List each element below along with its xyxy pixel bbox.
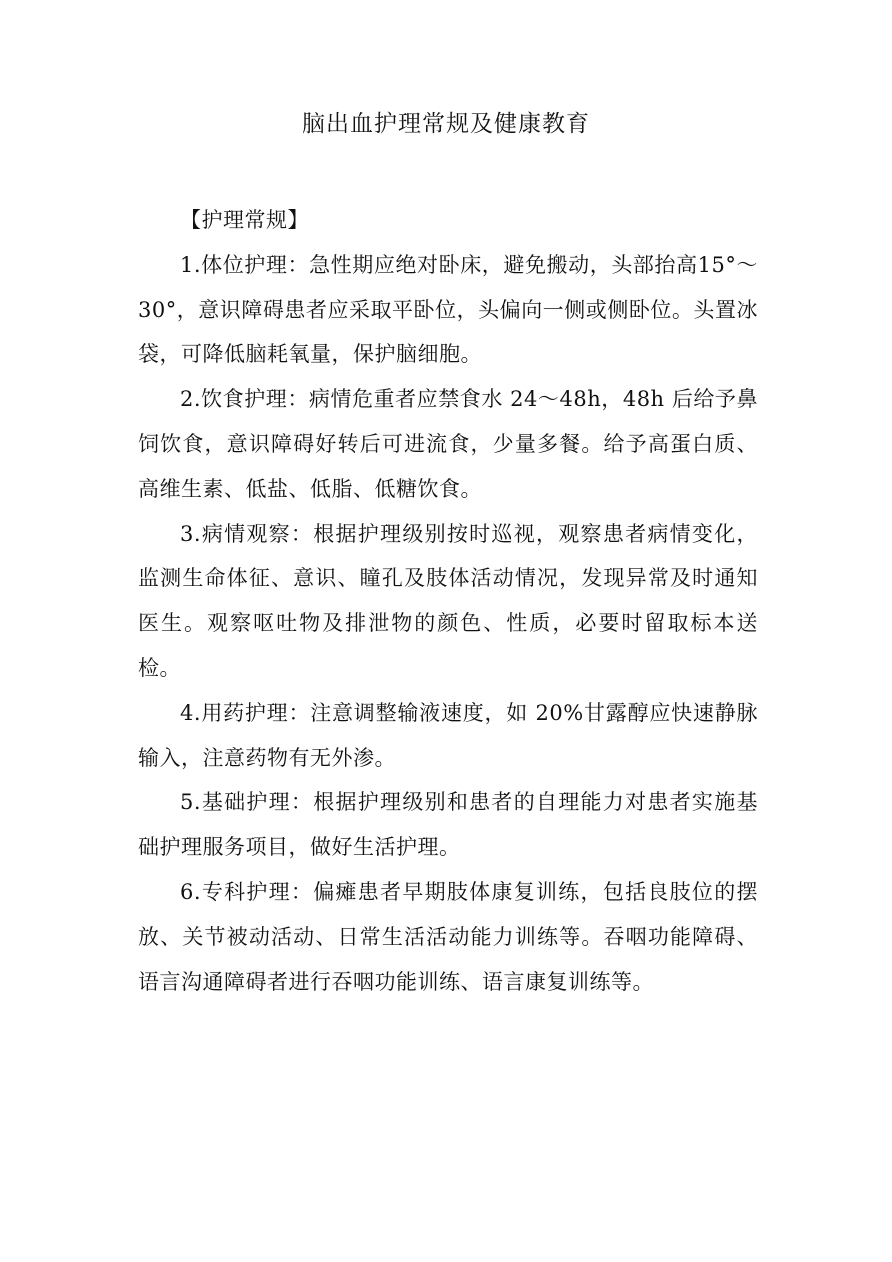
paragraph-basic-care: 5.基础护理：根据护理级别和患者的自理能力对患者实施基础护理服务项目，做好生活护理。 — [138, 790, 758, 860]
document-title: 脑出血护理常规及健康教育 — [302, 111, 590, 137]
document-body — [138, 198, 758, 1004]
paragraph-medication-care: 4.用药护理：注意调整输液速度，如 20%甘露醇应快速静脉输入，注意药物有无外渗。 — [138, 700, 758, 770]
paragraph-diet-care: 2.饮食护理：病情危重者应禁食水 24～48h，48h 后给予鼻饲饮食，意识障碍好转后可进流食，少量多餐。给予高蛋白质、高维生素、低盐、低脂、低糖饮食。 — [138, 387, 758, 501]
section-heading: 【护理常规】 — [180, 208, 309, 232]
paragraph-position-care: 1.体位护理：急性期应绝对卧床，避免搬动，头部抬高15°～30°，意识障碍患者应采取平卧位，头偏向一侧或侧卧位。头置冰袋，可降低脑耗氧量，保护脑细胞。 — [138, 252, 758, 367]
paragraph-condition-observation: 3.病情观察：根据护理级别按时巡视，观察患者病情变化，监测生命体征、意识、瞳孔及肢体活动情况，发现异常及时通知医生。观察呕吐物及排泄物的颜色、性质，必要时留取标本送检。 — [138, 521, 758, 680]
paragraph-specialty-care: 6.专科护理：偏瘫患者早期肢体康复训练，包括良肢位的摆放、关节被动活动、日常生活活动能力训练等。吞咽功能障碍、语言沟通障碍者进行吞咽功能训练、语言康复训练等。 — [138, 879, 758, 994]
